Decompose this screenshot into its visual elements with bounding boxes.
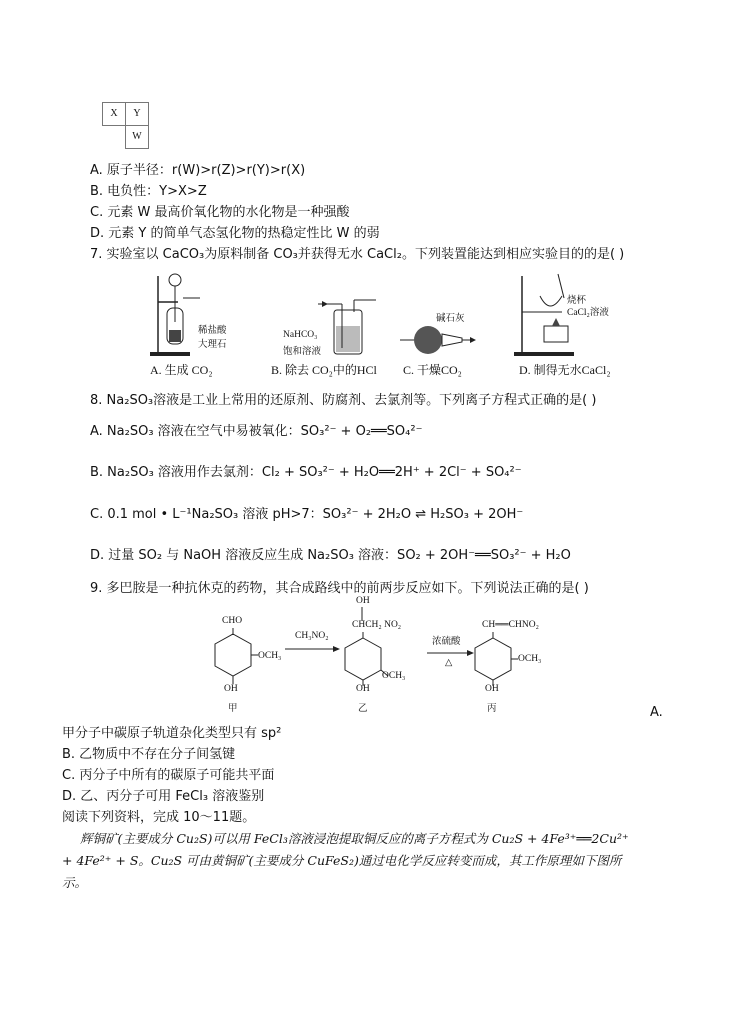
compound-yi-oh-top: OH (356, 596, 370, 606)
compound-bing-oh: OH (485, 684, 499, 694)
q9-option-b: B. 乙物质中不存在分子间氢键 (62, 747, 236, 762)
grid-cell-y: Y (125, 102, 149, 126)
apparatus-a-caption: A. 生成 CO₂ (150, 363, 213, 377)
reagent-heat: △ (445, 658, 453, 668)
apparatus-a-label-marble: 大理石 (198, 340, 227, 350)
compound-yi-bond (360, 607, 364, 621)
apparatus-c-label-sodalime: 碱石灰 (436, 314, 465, 324)
compound-jia-name: 甲 (228, 704, 238, 714)
compound-yi-chain: CHCH₂ NO₂ (352, 620, 402, 630)
compound-jia-och3: OCH₃ (258, 651, 282, 661)
apparatus-b-label-nahco3: NaHCO₃ (283, 330, 318, 340)
q9-stem: 9. 多巴胺是一种抗休克的药物，其合成路线中的前两步反应如下。下列说法正确的是( ) (90, 581, 589, 596)
q8-option-a: A. Na₂SO₃ 溶液在空气中易被氧化：SO₃²⁻ + O₂══SO₄²⁻ (90, 424, 423, 439)
reaction-arrow-1 (285, 644, 341, 654)
q6-option-d: D. 元素 Y 的简单气态氢化物的热稳定性比 W 的弱 (90, 226, 380, 241)
apparatus-d-label-cacl2: CaCl₂溶液 (567, 308, 609, 318)
reading-intro: 阅读下列资料，完成 10～11题。 (62, 810, 256, 825)
q9-option-c: C. 丙分子中所有的碳原子可能共平面 (62, 768, 275, 783)
compound-bing-chain: CH══CHNO₂ (482, 620, 539, 630)
compound-yi-oh: OH (356, 684, 370, 694)
q6-option-a: A. 原子半径：r(W)>r(Z)>r(Y)>r(X) (90, 163, 306, 178)
compound-jia-ring (208, 628, 258, 684)
apparatus-d-label-beaker: 烧杯 (567, 296, 587, 306)
compound-yi-ring (338, 632, 388, 688)
apparatus-d-caption: D. 制得无水CaCl₂ (519, 363, 611, 377)
reagent-ch3no2: CH₃NO₂ (295, 631, 329, 641)
q8-option-b: B. Na₂SO₃ 溶液用作去氯剂：Cl₂ + SO₃²⁻ + H₂O══2H⁺ + 2Cl⁻ + SO₄²⁻ (90, 465, 522, 480)
element-position-grid (102, 102, 150, 148)
q7-stem: 7. 实验室以 CaCO₃为原料制备 CO₃并获得无水 CaCl₂。下列装置能达到相应实验目的的是( ) (90, 247, 625, 262)
grid-cell-w: W (125, 125, 149, 149)
apparatus-b-figure (318, 292, 378, 358)
q9-option-a: 甲分子中碳原子轨道杂化类型只有 sp² (62, 726, 282, 741)
reagent-h2so4: 浓硫酸 (432, 637, 461, 647)
apparatus-a-label-acid: 稀盐酸 (198, 326, 227, 336)
q8-option-d: D. 过量 SO₂ 与 NaOH 溶液反应生成 Na₂SO₃ 溶液：SO₂ + 2OH⁻══SO₃²⁻ + H₂O (90, 548, 571, 563)
compound-yi-och3: OCH₃ (382, 671, 406, 681)
apparatus-b-label-solution: 饱和溶液 (283, 347, 322, 357)
compound-bing-name: 丙 (487, 704, 497, 714)
apparatus-c-caption: C. 干燥CO₂ (403, 363, 462, 377)
compound-bing-ring (468, 632, 518, 688)
grid-cell-x: X (102, 102, 126, 126)
q6-option-b: B. 电负性：Y>X>Z (90, 184, 207, 199)
q8-stem: 8. Na₂SO₃溶液是工业上常用的还原剂、防腐剂、去氯剂等。下列离子方程式正确的是( ) (90, 393, 597, 408)
compound-jia-oh: OH (224, 684, 238, 694)
reading-line-1: 辉铜矿(主要成分 Cu₂S)可以用 FeCl₃溶液浸泡提取铜反应的离子方程式为 Cu₂S + 4Fe³⁺══2Cu²⁺ (80, 831, 629, 846)
compound-yi-name: 乙 (358, 704, 368, 714)
reading-line-3: 示。 (62, 875, 88, 890)
q8-option-c: C. 0.1 mol • L⁻¹Na₂SO₃ 溶液 pH>7：SO₃²⁻ + 2H₂O ⇌ H₂SO₃ + 2OH⁻ (90, 507, 524, 522)
reading-line-2: + 4Fe²⁺ + S。Cu₂S 可由黄铜矿(主要成分 CuFeS₂)通过电化学反应转变而成，其工作原理如下图所 (62, 853, 622, 868)
compound-jia-cho: CHO (222, 616, 243, 626)
apparatus-c-figure (400, 322, 480, 358)
apparatus-b-caption: B. 除去 CO₂中的HCl (271, 363, 377, 377)
q6-option-c: C. 元素 W 最高价氧化物的水化物是一种强酸 (90, 205, 350, 220)
compound-bing-och3: OCH₃ (518, 654, 542, 664)
q9-option-d: D. 乙、丙分子可用 FeCl₃ 溶液鉴别 (62, 789, 265, 804)
q9-option-a-marker: A. (650, 705, 663, 720)
